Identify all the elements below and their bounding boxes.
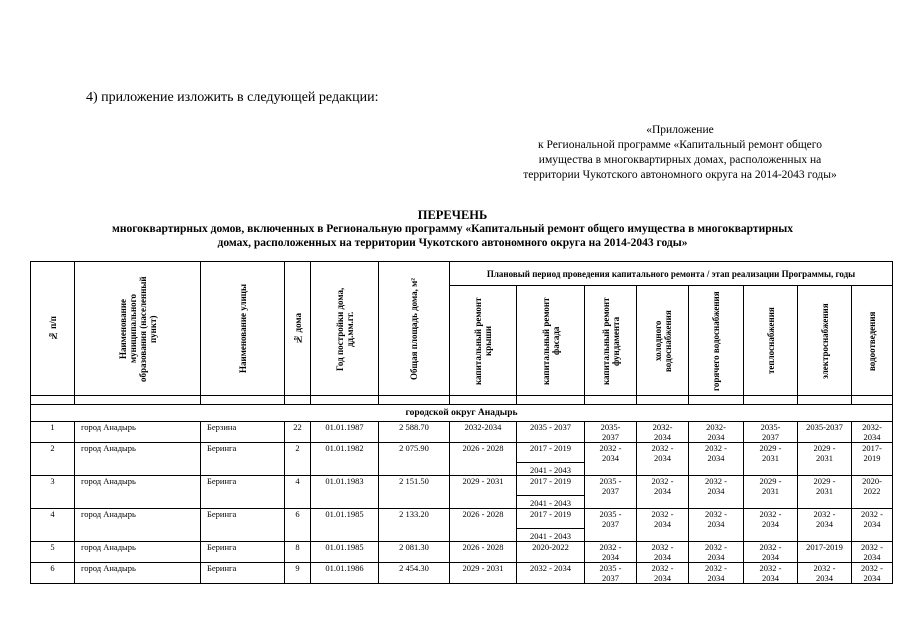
city-cell: город Анадырь [75, 509, 201, 542]
section-title: городской округ Анадырь [31, 405, 893, 422]
house-cell: 6 [285, 509, 311, 542]
header-hot-water: горячего водоснабжения [689, 286, 744, 396]
intro-paragraph: 4) приложение изложить в следующей редакции: [86, 90, 379, 105]
city-cell: город Анадырь [75, 476, 201, 509]
drainage-cell: 2032 - 2034 [852, 509, 893, 542]
appendix-block [500, 123, 860, 183]
year-cell: 01.01.1986 [311, 563, 379, 584]
header-area: Общая площадь дома, м² [379, 262, 450, 396]
table-row [31, 476, 893, 509]
roof-cell: 2029 - 2031 [450, 476, 517, 509]
table-row [31, 509, 893, 542]
roof-cell: 2029 - 2031 [450, 563, 517, 584]
houses-table [30, 261, 893, 584]
heating-cell: 2029 - 2031 [744, 443, 798, 476]
heating-cell: 2032 - 2034 [744, 542, 798, 563]
table-row [31, 563, 893, 584]
table-row [31, 443, 893, 476]
facade-cell: 2035 - 2037 [517, 422, 585, 443]
document-heading [60, 208, 845, 250]
hot-water-cell: 2032 - 2034 [689, 542, 744, 563]
roof-cell: 2026 - 2028 [450, 542, 517, 563]
cold-water-cell: 2032 - 2034 [637, 542, 689, 563]
house-cell: 9 [285, 563, 311, 584]
facade-cell: 2017 - 2019 2041 - 2043 [517, 476, 585, 509]
header-plan-period: Плановый период проведения капитального ремонта / этап реализации Программы, годы [450, 262, 893, 286]
electric-cell: 2035-2037 [798, 422, 852, 443]
year-cell: 01.01.1983 [311, 476, 379, 509]
area-cell: 2 454.30 [379, 563, 450, 584]
header-municipality: Наименование муниципального образования (населенный пункт) [75, 262, 201, 396]
electric-cell: 2017-2019 [798, 542, 852, 563]
appendix-line: территории Чукотского автономного округа на 2014-2043 годы» [523, 169, 837, 181]
year-cell: 01.01.1985 [311, 542, 379, 563]
foundation-cell: 2032 - 2034 [585, 443, 637, 476]
heating-cell: 2035- 2037 [744, 422, 798, 443]
foundation-cell: 2035- 2037 [585, 422, 637, 443]
row-number: 1 [31, 422, 75, 443]
header-year: Год постройки дома, дд.мм.гг. [311, 262, 379, 396]
year-cell: 01.01.1987 [311, 422, 379, 443]
header-roof: капитальный ремонт крыши [450, 286, 517, 396]
table-row [31, 542, 893, 563]
cold-water-cell: 2032- 2034 [637, 422, 689, 443]
row-number: 4 [31, 509, 75, 542]
hot-water-cell: 2032 - 2034 [689, 443, 744, 476]
city-cell: город Анадырь [75, 422, 201, 443]
area-cell: 2 081.30 [379, 542, 450, 563]
heating-cell: 2032 - 2034 [744, 509, 798, 542]
row-number: 3 [31, 476, 75, 509]
heading-title: ПЕРЕЧЕНЬ [417, 208, 488, 222]
appendix-line: к Региональной программе «Капитальный ремонт общего [538, 139, 822, 151]
row-number: 6 [31, 563, 75, 584]
row-number: 2 [31, 443, 75, 476]
facade-second-period: 2041 - 2043 [517, 462, 584, 475]
facade-cell: 2020-2022 [517, 542, 585, 563]
electric-cell: 2029 - 2031 [798, 476, 852, 509]
header-street: Наименование улицы [201, 262, 285, 396]
house-cell: 4 [285, 476, 311, 509]
drainage-cell: 2032- 2034 [852, 422, 893, 443]
header-drainage: водоотведения [852, 286, 893, 396]
house-cell: 22 [285, 422, 311, 443]
facade-second-period: 2041 - 2043 [517, 528, 584, 541]
street-cell: Беринга [201, 509, 285, 542]
hot-water-cell: 2032 - 2034 [689, 563, 744, 584]
header-cold-water: холодного водоснабжения [637, 286, 689, 396]
street-cell: Берзина [201, 422, 285, 443]
hot-water-cell: 2032 - 2034 [689, 476, 744, 509]
cold-water-cell: 2032 - 2034 [637, 476, 689, 509]
street-cell: Беринга [201, 563, 285, 584]
facade-cell: 2032 - 2034 [517, 563, 585, 584]
foundation-cell: 2035 - 2037 [585, 563, 637, 584]
row-number: 5 [31, 542, 75, 563]
drainage-cell: 2020- 2022 [852, 476, 893, 509]
cold-water-cell: 2032 - 2034 [637, 563, 689, 584]
facade-cell: 2017 - 2019 2041 - 2043 [517, 509, 585, 542]
header-foundation: капитальный ремонт фундамента [585, 286, 637, 396]
header-num: № п/п [31, 262, 75, 396]
roof-cell: 2026 - 2028 [450, 509, 517, 542]
foundation-cell: 2032 - 2034 [585, 542, 637, 563]
foundation-cell: 2035 - 2037 [585, 509, 637, 542]
year-cell: 01.01.1985 [311, 509, 379, 542]
header-facade: капитальный ремонт фасада [517, 286, 585, 396]
heading-line: домах, расположенных на территории Чукотского автономного округа на 2014-2043 годы» [217, 237, 688, 249]
street-cell: Беринга [201, 476, 285, 509]
heating-cell: 2029 - 2031 [744, 476, 798, 509]
electric-cell: 2032 - 2034 [798, 509, 852, 542]
header-house: № дома [285, 262, 311, 396]
foundation-cell: 2035 - 2037 [585, 476, 637, 509]
roof-cell: 2026 - 2028 [450, 443, 517, 476]
drainage-cell: 2032 - 2034 [852, 542, 893, 563]
electric-cell: 2029 - 2031 [798, 443, 852, 476]
area-cell: 2 588.70 [379, 422, 450, 443]
street-cell: Беринга [201, 542, 285, 563]
area-cell: 2 075.90 [379, 443, 450, 476]
cold-water-cell: 2032 - 2034 [637, 443, 689, 476]
city-cell: город Анадырь [75, 443, 201, 476]
year-cell: 01.01.1982 [311, 443, 379, 476]
drainage-cell: 2032 - 2034 [852, 563, 893, 584]
header-electric: электроснабжения [798, 286, 852, 396]
section-row [31, 405, 893, 422]
drainage-cell: 2017- 2019 [852, 443, 893, 476]
hot-water-cell: 2032- 2034 [689, 422, 744, 443]
house-cell: 2 [285, 443, 311, 476]
appendix-line: имущества в многоквартирных домах, расположенных на [538, 154, 822, 166]
roof-cell: 2032-2034 [450, 422, 517, 443]
electric-cell: 2032 - 2034 [798, 563, 852, 584]
heading-line: многоквартирных домов, включенных в Региональную программу «Капитальный ремонт общего имущества в многоквартирных [112, 223, 793, 235]
house-cell: 8 [285, 542, 311, 563]
heating-cell: 2032 - 2034 [744, 563, 798, 584]
table-row [31, 422, 893, 443]
header-heating: теплоснабжения [744, 286, 798, 396]
city-cell: город Анадырь [75, 563, 201, 584]
area-cell: 2 151.50 [379, 476, 450, 509]
index-row [31, 396, 893, 405]
appendix-line: «Приложение [646, 124, 714, 136]
city-cell: город Анадырь [75, 542, 201, 563]
facade-cell: 2017 - 2019 2041 - 2043 [517, 443, 585, 476]
facade-second-period: 2041 - 2043 [517, 495, 584, 508]
street-cell: Беринга [201, 443, 285, 476]
cold-water-cell: 2032 - 2034 [637, 509, 689, 542]
area-cell: 2 133.20 [379, 509, 450, 542]
hot-water-cell: 2032 - 2034 [689, 509, 744, 542]
